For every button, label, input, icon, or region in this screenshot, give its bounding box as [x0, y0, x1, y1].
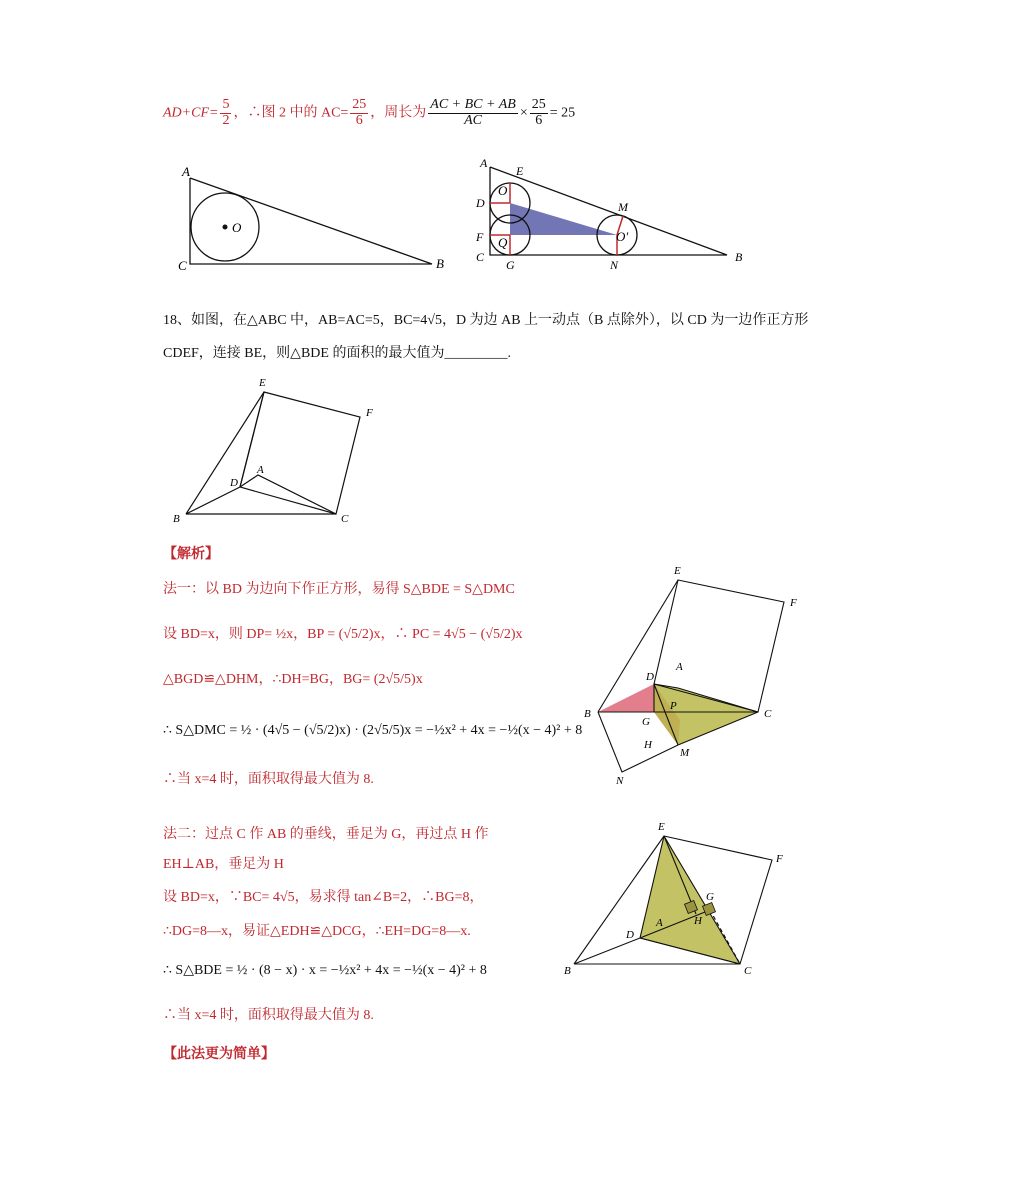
- fig4-label-P: P: [670, 700, 677, 712]
- fig3-label-B: B: [173, 513, 180, 525]
- figure-1-triangle-incircle: [170, 160, 460, 275]
- fig5-label-A: A: [656, 917, 663, 929]
- method1-line1: 法一：以 BD 为边向下作正方形，易得 S△BDE = S△DMC: [163, 582, 515, 597]
- fig5-label-H: H: [694, 915, 702, 927]
- fig4-label-N: N: [616, 775, 624, 787]
- fig5-label-D: D: [626, 929, 634, 941]
- fig4-label-A: A: [676, 661, 683, 673]
- fig5-label-B: B: [564, 965, 571, 977]
- fig4-label-B: B: [584, 708, 591, 720]
- fig4-label-C: C: [764, 708, 772, 720]
- method1-line2: 设 BD=x，则 DP= ½x，BP = (√5/2)x，∴ PC = 4√5 − (√5/2)x: [163, 627, 523, 642]
- fig4-label-E: E: [674, 565, 681, 577]
- fraction-25-6b: $\frac{25}{6}$: [531, 97, 546, 128]
- times-sign: ×: [519, 105, 528, 121]
- fig4-label-M: M: [680, 747, 690, 759]
- fig4-label-D: D: [646, 671, 654, 683]
- problem-18-line2: [163, 342, 511, 362]
- method2-line6: ∴当 x=4 时，面积取得最大值为 8.: [163, 1008, 374, 1023]
- method2-line3: 设 BD=x，∵BC= 4√5，易求得 tan∠B=2，∴BG=8，: [163, 890, 484, 905]
- analysis-title: 【解析】: [163, 547, 219, 562]
- figure-3-square-cdef: [168, 372, 388, 530]
- method1-line3: △BGD≌△DHM，∴DH=BG，BG= (2√5/5)x: [163, 672, 423, 687]
- fig1-label-C: C: [178, 258, 187, 273]
- method1-line4: ∴ S△DMC = ½ · (4√5 − (√5/2)x) · (2√5/5)x = −½x² + 4x = −½(x − 4)² + 8: [163, 723, 583, 738]
- fig2-label-M: M: [618, 200, 628, 214]
- figure-2-two-circles: [472, 155, 752, 270]
- fraction-25-6: $\frac{25}{6}$: [352, 97, 367, 128]
- fig1-label-B: B: [436, 256, 444, 271]
- fig2-label-O: O: [498, 183, 508, 198]
- fraction-5-2: $\frac{5}{2}$: [222, 97, 230, 128]
- fig4-label-F: F: [790, 597, 797, 609]
- fig2-label-Q: Q: [498, 235, 508, 250]
- fig5-label-F: F: [776, 853, 783, 865]
- figure-4-method1: [580, 560, 810, 790]
- answer-blank: _________.: [444, 346, 511, 361]
- fig3-label-A: A: [257, 464, 264, 476]
- fig2-label-C: C: [476, 250, 485, 264]
- fig3-label-F: F: [366, 407, 373, 419]
- method2-line2: EH⊥AB，垂足为 H: [163, 857, 284, 872]
- fig5-label-E: E: [658, 821, 665, 833]
- fig2-label-G: G: [506, 258, 515, 270]
- fig2-label-F: F: [476, 230, 484, 244]
- method2-line1: 法二：过点 C 作 AB 的垂线，垂足为 G，再过点 H 作: [163, 827, 489, 842]
- method2-line5: ∴ S△BDE = ½ · (8 − x) · x = −½x² + 4x = −½(x − 4)² + 8: [163, 963, 487, 978]
- top-part3: ，周长为: [370, 105, 427, 121]
- fig5-label-G: G: [706, 891, 714, 903]
- fig3-label-D: D: [230, 477, 238, 489]
- top-part1: AD+CF=: [163, 105, 219, 121]
- method1-line5: ∴当 x=4 时，面积取得最大值为 8.: [163, 772, 374, 787]
- fig4-label-H: H: [644, 739, 652, 751]
- fig1-label-O: O: [232, 220, 242, 235]
- fig2-label-A: A: [480, 156, 488, 170]
- fig2-label-D: D: [476, 196, 485, 210]
- figure-5-method2: [560, 818, 800, 980]
- conclusion-note: 【此法更为简单】: [163, 1047, 275, 1062]
- problem-18-text: CDEF，连接 BE，则△BDE 的面积的最大值为: [163, 346, 445, 361]
- fig2-label-O-prime: O′: [616, 229, 629, 244]
- top-part2: ，∴图 2 中的 AC=: [233, 105, 349, 121]
- fig2-label-N: N: [610, 258, 619, 270]
- fig2-label-B: B: [735, 250, 743, 264]
- fig2-label-E: E: [516, 164, 524, 178]
- top-result: = 25: [549, 105, 576, 121]
- top-solution-line: [163, 98, 575, 128]
- fig4-label-G: G: [642, 716, 650, 728]
- fig1-label-A: A: [182, 164, 190, 179]
- fig3-label-E: E: [259, 377, 266, 389]
- fraction-perimeter: $\frac{AC + BC + AB}{AC}$: [430, 97, 516, 128]
- fig5-label-C: C: [744, 965, 752, 977]
- problem-18-line1: 18、如图，在△ABC 中，AB=AC=5，BC=4√5，D 为边 AB 上一动点（B 点除外），以 CD 为一边作正方形: [163, 313, 809, 328]
- fig3-label-C: C: [341, 513, 349, 525]
- method2-line4: ∴DG=8—x，易证△EDH≌△DCG，∴EH=DG=8—x.: [163, 924, 471, 939]
